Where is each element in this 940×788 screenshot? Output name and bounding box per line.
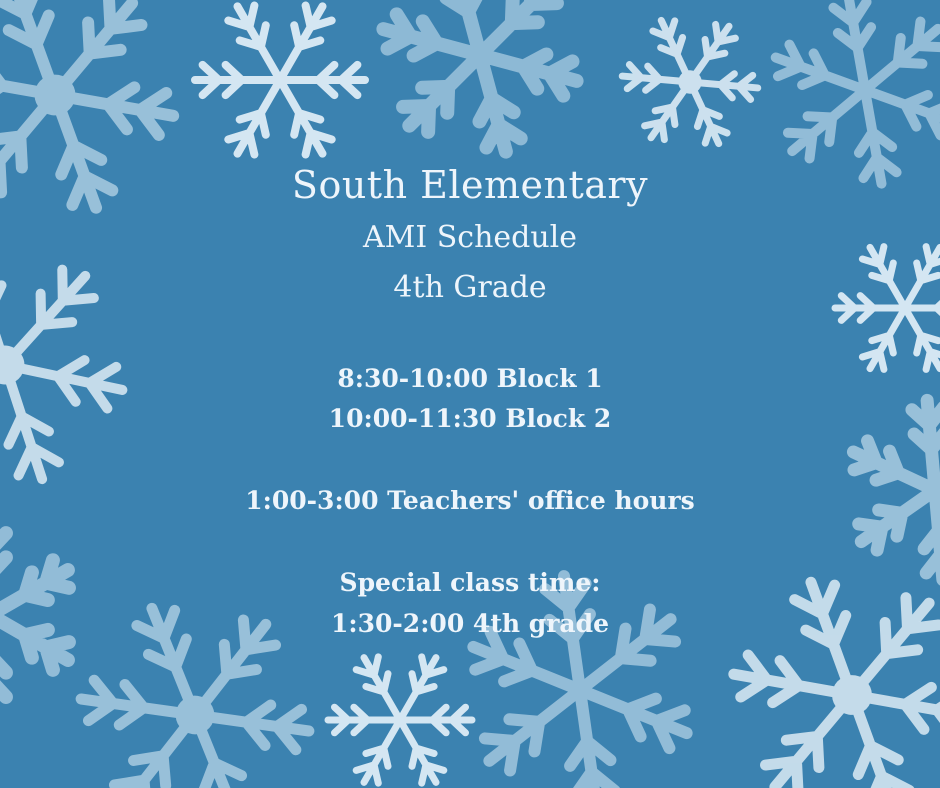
office-hours-line: 1:00-3:00 Teachers' office hours [245,486,695,515]
special-class-heading: Special class time: [339,568,601,597]
special-class-time: 1:30-2:00 4th grade [331,609,609,638]
grade-label: 4th Grade [393,270,547,305]
snowflake-icon [195,6,365,155]
schedule-block-1: 8:30-10:00 Block 1 [337,364,603,393]
snowflake-icon [617,17,763,148]
school-name: South Elementary [291,163,649,207]
schedule-title: AMI Schedule [362,220,578,255]
schedule-block-2: 10:00-11:30 Block 2 [328,404,612,433]
snowflake-icon [361,0,600,166]
snowflake-icon [835,247,940,370]
snowflake-icon [716,571,940,788]
snowflake-icon [328,657,472,783]
